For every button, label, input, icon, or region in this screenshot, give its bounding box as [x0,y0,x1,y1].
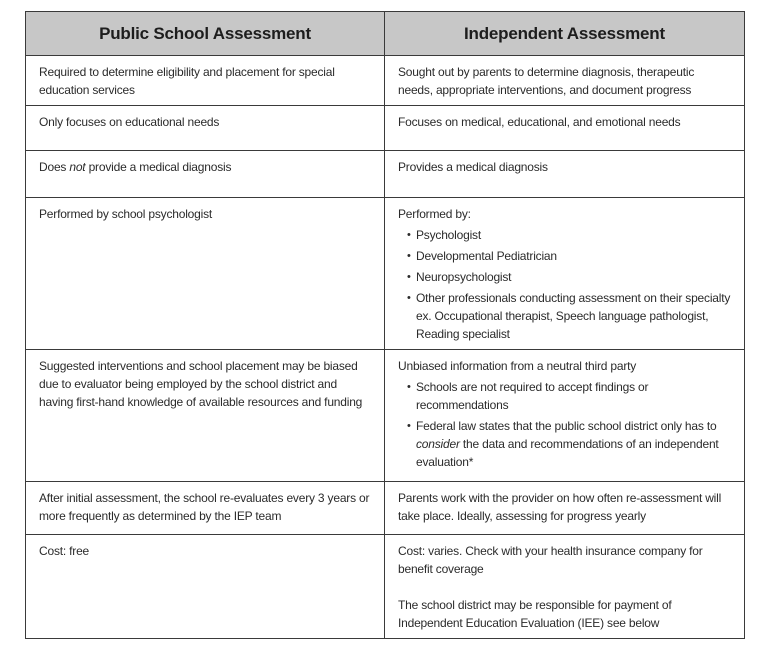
text-segment: the data and recommendations of an independent evaluation* [416,437,719,469]
cell-school-reevaluation [26,482,385,535]
bullet-icon: • [407,250,411,262]
cell-text: Suggested interventions and school placement may be biased due to evaluator being employed by the school district and having first-hand knowledge of available resources and funding [39,359,363,409]
text-segment: Federal law states that the public school district only has to [416,419,717,433]
column-header-independent-assessment: Independent Assessment [385,12,745,56]
table-row [26,56,745,106]
cell-text: Parents work with the provider on how often re-assessment will take place. Ideally, assessing for progress yearly [398,491,722,523]
table-row [26,151,745,198]
cell-unbiased-information [385,350,745,482]
italic-text-segment: not [69,160,86,174]
list-item-text: Psychologist [416,228,481,242]
list-item [398,268,731,286]
list-item [398,226,731,244]
bullet-icon: • [407,271,411,283]
table-row [26,482,745,535]
table-row [26,198,745,350]
cell-text: Performed by school psychologist [39,207,213,221]
cell-performed-by-list [385,198,745,350]
cell-cost-free [26,535,385,639]
list-item-text: Developmental Pediatrician [416,249,557,263]
cell-text: Performed by: [398,207,471,221]
cell-text: Only focuses on educational needs [39,115,220,129]
cell-text: The school district may be responsible for payment of Independent Education Evaluation (IEE) see below [398,598,672,630]
comparison-table [25,11,745,639]
text-segment: provide a medical diagnosis [85,160,232,174]
header-row [26,12,745,56]
cell-text: Cost: free [39,544,90,558]
bullet-icon: • [407,229,411,241]
bullet-icon: • [407,292,411,304]
cell-provides-medical-diagnosis [385,151,745,198]
list-item-text [416,417,731,471]
cell-text [39,158,371,176]
cell-sought-by-parents [385,56,745,106]
cell-cost-varies [385,535,745,639]
cell-text: Cost: varies. Check with your health insurance company for benefit coverage [398,544,703,576]
cell-text: Unbiased information from a neutral third party [398,359,637,373]
list-item [398,289,731,343]
cell-text: Provides a medical diagnosis [398,160,548,174]
list-item [398,378,731,414]
cell-performed-by-school-psychologist [26,198,385,350]
cell-educational-needs-only [26,106,385,151]
cell-medical-educational-emotional [385,106,745,151]
italic-text-segment: consider [416,437,460,451]
bullet-icon: • [407,381,411,393]
table-row [26,106,745,151]
table-row [26,350,745,482]
list-item [398,417,731,471]
cell-parent-provider-reassessment [385,482,745,535]
list-item-text: Other professionals conducting assessment on their specialty ex. Occupational therapist, Speech language pathologist, Reading specialist [416,291,731,341]
cell-text: After initial assessment, the school re-evaluates every 3 years or more frequently as determined by the IEP team [39,491,370,523]
text-segment: Does [39,160,70,174]
list-item-text: Neuropsychologist [416,270,512,284]
table-row [26,535,745,639]
cell-no-medical-diagnosis [26,151,385,198]
cell-text: Focuses on medical, educational, and emotional needs [398,115,681,129]
cell-text: Required to determine eligibility and placement for special education services [39,65,335,97]
list-item-text: Schools are not required to accept findings or recommendations [416,380,649,412]
cell-text: Sought out by parents to determine diagnosis, therapeutic needs, appropriate interventions, and document progress [398,65,695,97]
bullet-icon: • [407,420,411,432]
cell-bias-concern [26,350,385,482]
list-item [398,247,731,265]
cell-eligibility-placement [26,56,385,106]
column-header-public-school-assessment: Public School Assessment [26,12,385,56]
